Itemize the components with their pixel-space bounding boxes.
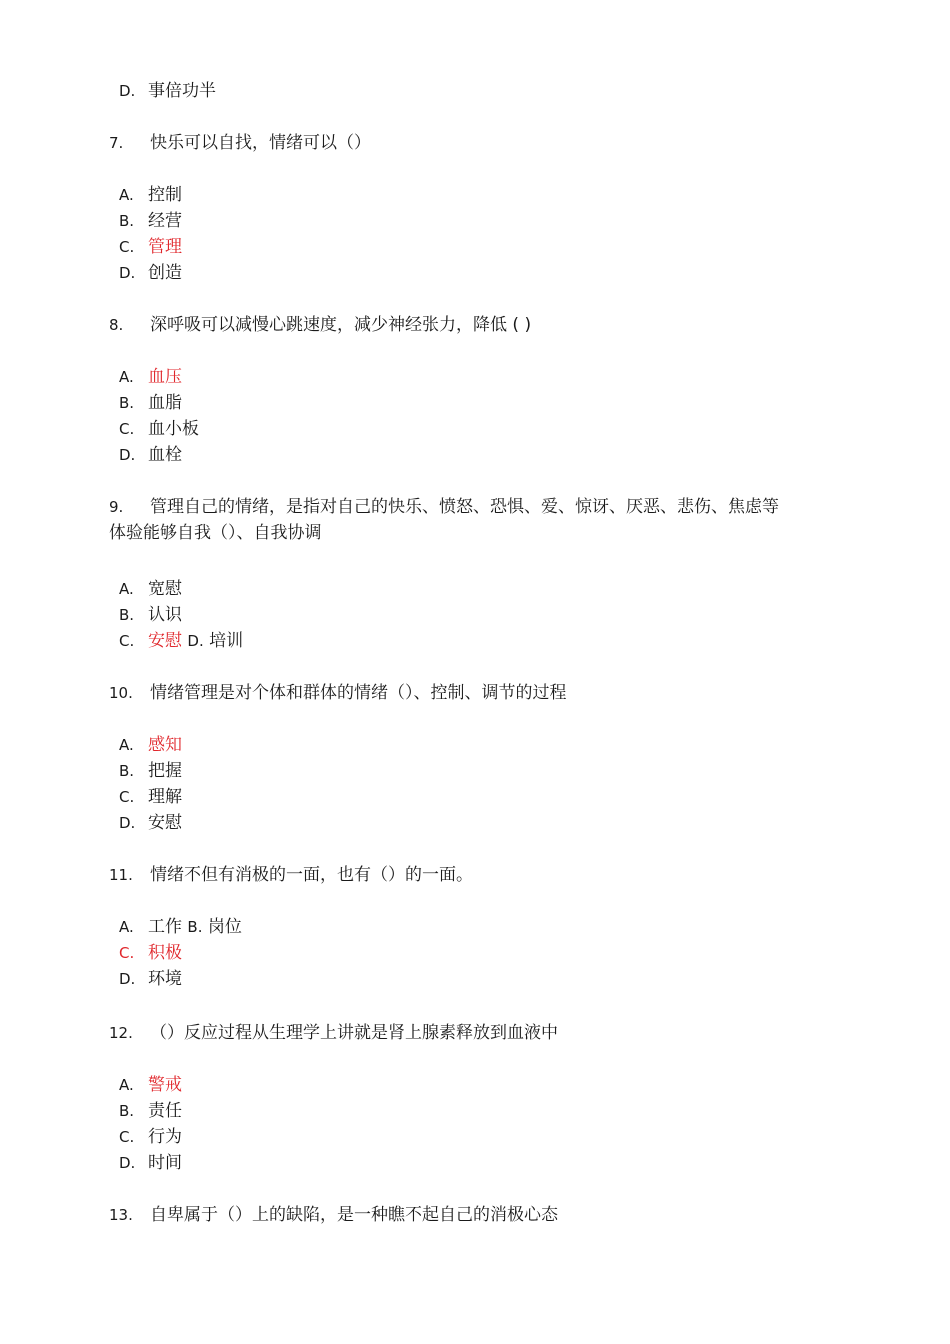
q8-option-b: B. 血脂 xyxy=(119,393,182,413)
q12-option-c: C. 行为 xyxy=(119,1127,182,1147)
answer-text: 警戒 xyxy=(148,1075,182,1095)
q7-option-a: A. 控制 xyxy=(119,185,182,205)
q8-option-a: A. 血压 xyxy=(119,367,182,387)
question-11: 11. 情绪不但有消极的一面，也有（）的一面。 xyxy=(109,865,473,885)
q10-option-b: B. 把握 xyxy=(119,761,182,781)
q10-option-d: D. 安慰 xyxy=(119,813,182,833)
q7-option-c: C. 管理 xyxy=(119,237,182,257)
q8-option-c: C. 血小板 xyxy=(119,419,199,439)
q9-option-a: A. 宽慰 xyxy=(119,579,182,599)
question-12: 12. （）反应过程从生理学上讲就是肾上腺素释放到血液中 xyxy=(109,1023,558,1043)
q8-option-d: D. 血栓 xyxy=(119,445,182,465)
q12-option-b: B. 责任 xyxy=(119,1101,182,1121)
q11-option-c: C. 积极 xyxy=(119,943,182,963)
question-8: 8. 深呼吸可以减慢心跳速度，减少神经张力，降低 ( ) xyxy=(109,315,532,335)
answer-text: 感知 xyxy=(148,735,182,755)
question-9 xyxy=(109,494,839,546)
answer-text: 血压 xyxy=(148,367,182,387)
q9-option-c-d: C. 安慰 D. 培训 xyxy=(119,631,244,651)
q12-option-a: A. 警戒 xyxy=(119,1075,182,1095)
answer-text: 安慰 xyxy=(148,631,182,651)
q12-option-d: D. 时间 xyxy=(119,1153,182,1173)
q6-option-d: D. 事倍功半 xyxy=(119,81,216,101)
question-9-line-1: 9. 管理自己的情绪，是指对自己的快乐、愤怒、恐惧、爱、惊讶、厌恶、悲伤、焦虑等 xyxy=(109,497,779,517)
answer-text: 积极 xyxy=(148,943,182,963)
q7-option-d: D. 创造 xyxy=(119,263,182,283)
q11-option-a-b: A. 工作 B. 岗位 xyxy=(119,917,242,937)
q10-option-c: C. 理解 xyxy=(119,787,182,807)
q9-option-b: B. 认识 xyxy=(119,605,182,625)
q10-option-a: A. 感知 xyxy=(119,735,182,755)
question-13: 13. 自卑属于（）上的缺陷，是一种瞧不起自己的消极心态 xyxy=(109,1205,558,1225)
question-7: 7. 快乐可以自找，情绪可以（） xyxy=(109,133,371,153)
q7-option-b: B. 经营 xyxy=(119,211,182,231)
answer-text: 管理 xyxy=(148,237,182,257)
question-9-line-2: 体验能够自我（）、自我协调 xyxy=(109,523,322,543)
question-10: 10. 情绪管理是对个体和群体的情绪（）、控制、调节的过程 xyxy=(109,683,567,703)
q11-option-d: D. 环境 xyxy=(119,969,182,989)
